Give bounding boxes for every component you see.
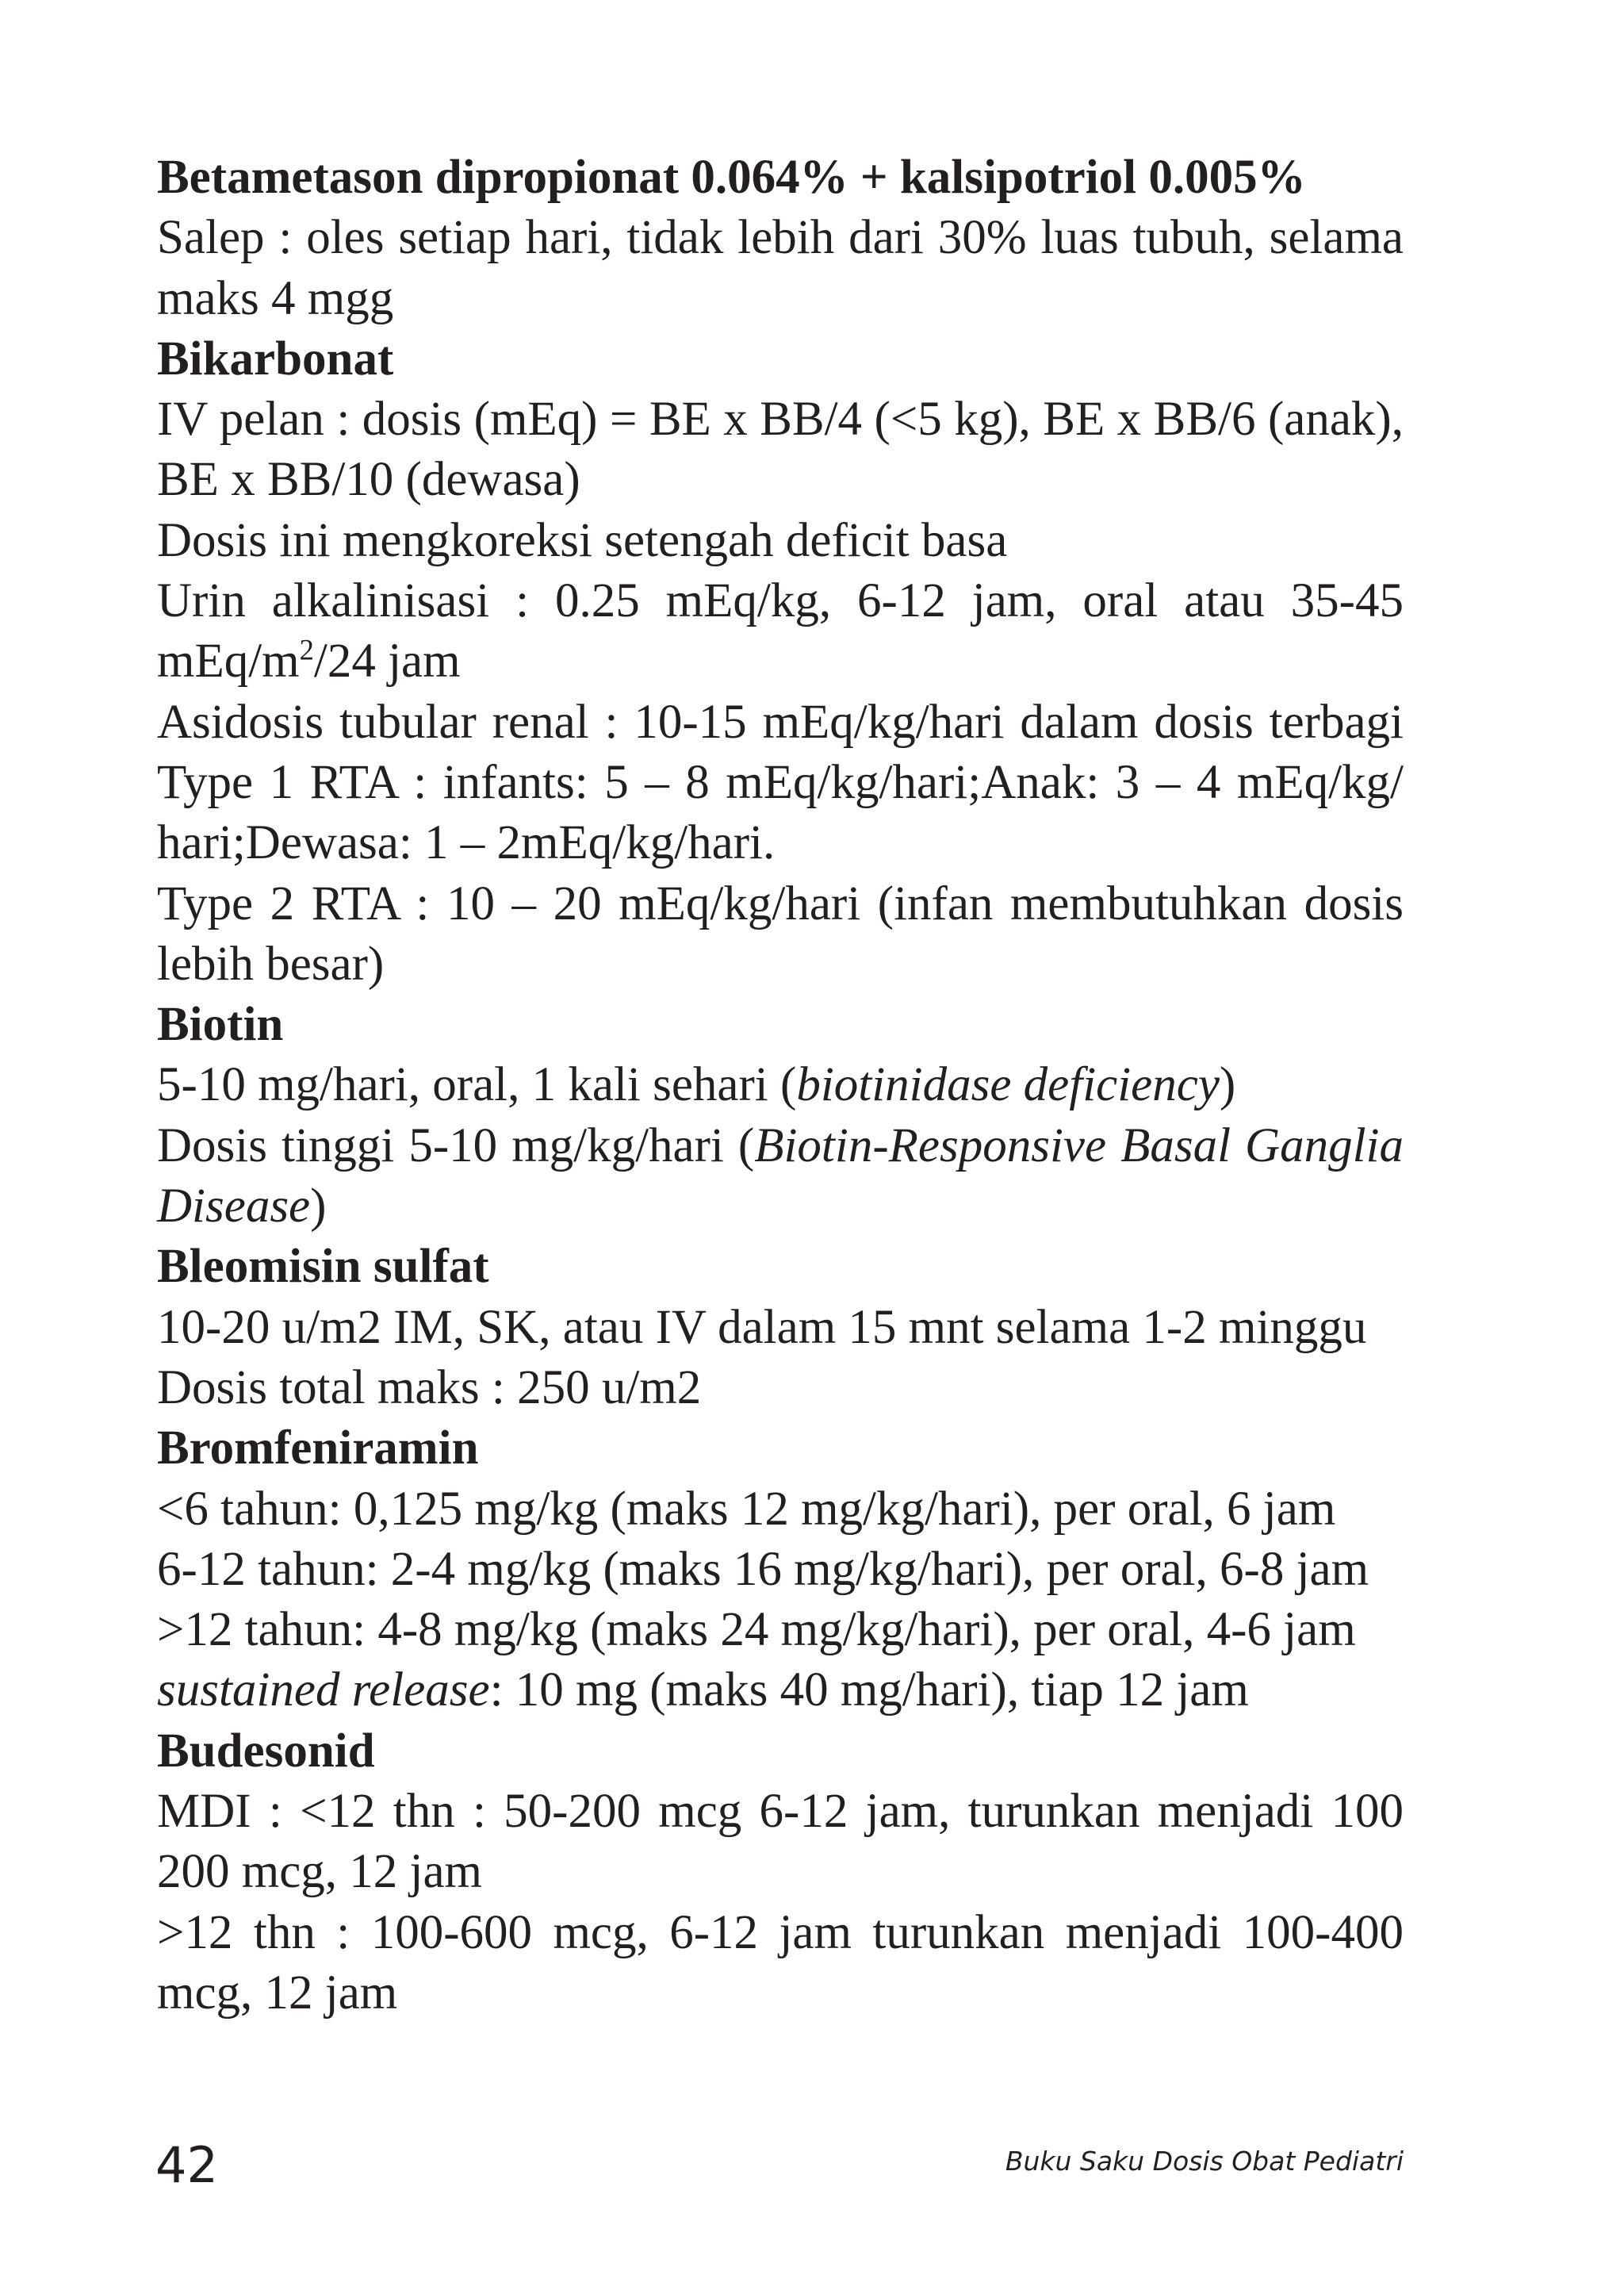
dose-line: maks 4 mgg (157, 271, 394, 325)
drug-entry-biotin (157, 995, 1404, 1237)
page-number: 42 (155, 2136, 218, 2194)
drug-entry-bleomisin (157, 1237, 1404, 1418)
dose-text: 5-10 mg/hari, oral, 1 kali sehari ( (157, 1058, 797, 1112)
dose-line: Dosis total maks : 250 u/m2 (157, 1360, 702, 1414)
drug-name: Betametason dipropionat 0.064% + kalsipotriol 0.005% (157, 151, 1306, 204)
dose-line: Type 2 RTA : 10 – 20 mEq/kg/hari (infan membutuhkan dosis (157, 876, 1404, 930)
dose-line: 10-20 u/m2 IM, SK, atau IV dalam 15 mnt selama 1-2 minggu (157, 1300, 1367, 1354)
indication-italic: Biotin-Responsive Basal Ganglia (754, 1118, 1404, 1172)
drug-name: Bromfeniramin (157, 1421, 479, 1475)
dose-line: Asidosis tubular renal : 10-15 mEq/kg/hari dalam dosis terbagi (157, 695, 1404, 749)
dose-line: >12 thn : 100-600 mcg, 6-12 jam turunkan menjadi 100-400 (157, 1905, 1404, 1959)
dose-line: Salep : oles setiap hari, tidak lebih dari 30% luas tubuh, selama (157, 211, 1404, 265)
dose-line (157, 1116, 1404, 1176)
dose-line: lebih besar) (157, 937, 385, 991)
dose-line: Urin alkalinisasi : 0.25 mEq/kg, 6-12 jam, oral atau 35-45 (157, 574, 1404, 628)
dose-line: 200 mcg, 12 jam (157, 1845, 482, 1899)
dose-line (157, 1660, 1404, 1720)
unit-text: /24 jam (313, 635, 461, 689)
dose-text: : 10 mg (maks 40 mg/hari), tiap 12 jam (489, 1663, 1249, 1717)
indication-italic: Disease (157, 1180, 311, 1233)
dose-text: Dosis tinggi 5-10 mg/kg/hari ( (157, 1118, 755, 1172)
drug-entry-betametason (157, 148, 1404, 329)
unit-text: mEq/m (157, 635, 300, 689)
drug-entry-budesonid (157, 1721, 1404, 2023)
dose-line (157, 631, 1404, 692)
dose-line: <6 tahun: 0,125 mg/kg (maks 12 mg/kg/hari), per oral, 6 jam (157, 1482, 1336, 1536)
book-title-footer: Buku Saku Dosis Obat Pediatri (1005, 2146, 1404, 2177)
dose-line: BE x BB/10 (dewasa) (157, 453, 580, 507)
dose-line: Type 1 RTA : infants: 5 – 8 mEq/kg/hari;Anak: 3 – 4 mEq/kg/ (157, 755, 1404, 809)
dose-line (157, 1176, 1404, 1237)
superscript: 2 (299, 634, 314, 667)
drug-entry-bikarbonat (157, 329, 1404, 995)
drug-name: Biotin (157, 998, 284, 1052)
dose-line: 6-12 tahun: 2-4 mg/kg (maks 16 mg/kg/hari), per oral, 6-8 jam (157, 1542, 1369, 1596)
dose-line: IV pelan : dosis (mEq) = BE x BB/4 (<5 kg), BE x BB/6 (anak), (157, 393, 1404, 447)
dose-line: >12 tahun: 4-8 mg/kg (maks 24 mg/kg/hari), per oral, 4-6 jam (157, 1603, 1356, 1657)
dose-text: ) (310, 1180, 327, 1233)
indication-italic: biotinidase deficiency (796, 1058, 1220, 1112)
dose-text: ) (1219, 1058, 1236, 1112)
drug-name: Bikarbonat (157, 332, 394, 386)
dose-line (157, 1055, 1404, 1115)
dose-line: Dosis ini mengkoreksi setengah deficit basa (157, 513, 1008, 567)
drug-entry-bromfeniramin (157, 1418, 1404, 1720)
dose-line: hari;Dewasa: 1 – 2mEq/kg/hari. (157, 816, 776, 870)
drug-name: Bleomisin sulfat (157, 1240, 489, 1294)
dose-line: mcg, 12 jam (157, 1966, 398, 2020)
dose-line: MDI : <12 thn : 50-200 mcg 6-12 jam, turunkan menjadi 100 (157, 1785, 1404, 1839)
drug-name: Budesonid (157, 1724, 375, 1778)
formulation-italic: sustained release (157, 1663, 490, 1717)
page-content (157, 148, 1404, 2023)
